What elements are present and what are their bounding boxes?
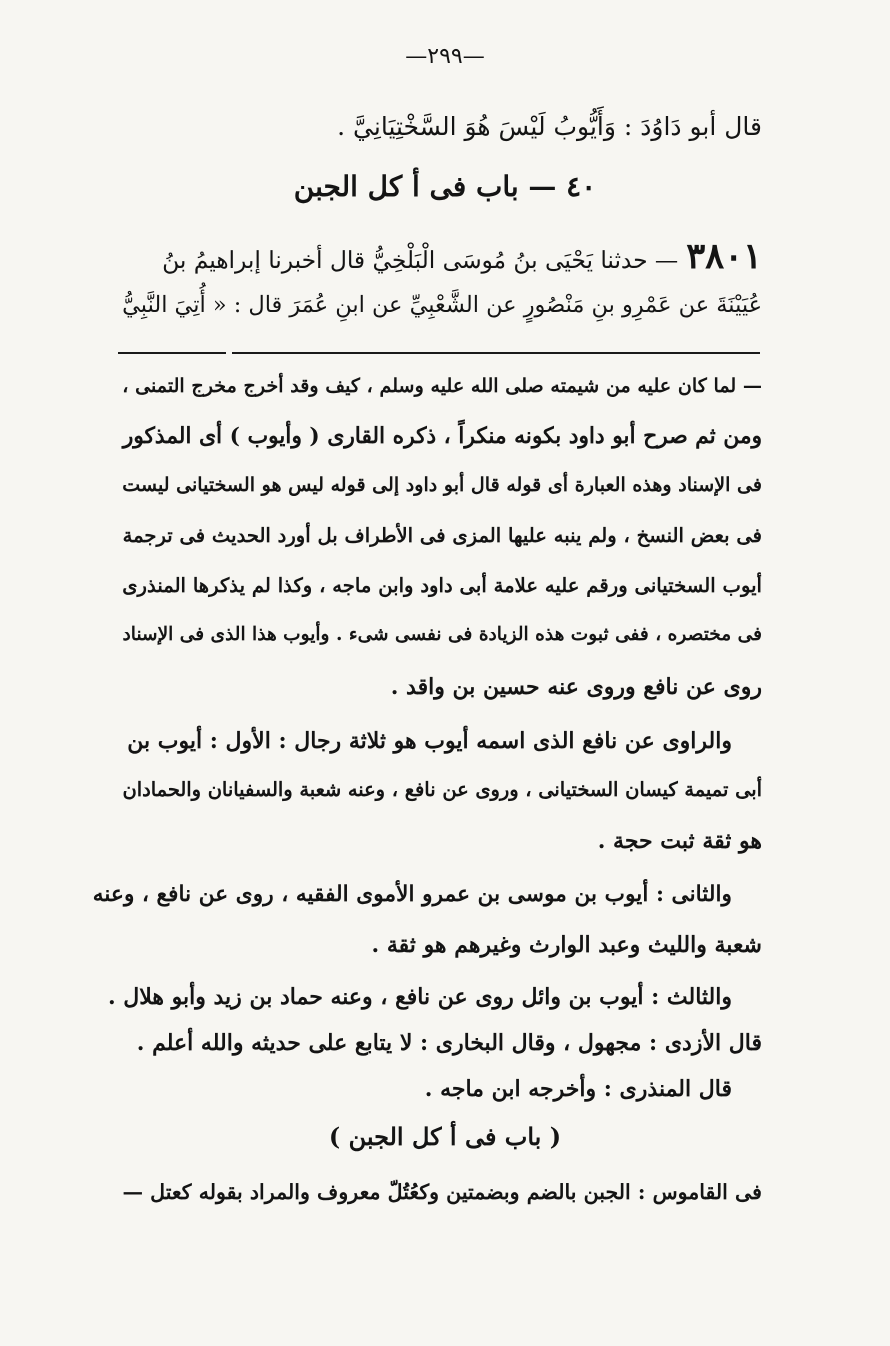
commentary-line-2: ومن ثم صرح أبو داود بكونه منكراً ، ذكره القارى ( وأيوب ) أى المذكور	[122, 424, 762, 449]
commentary-line-8: والراوى عن نافع الذى اسمه أيوب هو ثلاثة رجال : الأول : أيوب بن	[127, 728, 732, 754]
hadith-number: ٣٨٠١	[686, 236, 762, 277]
hadith-line-1	[162, 236, 762, 277]
divider-right	[232, 352, 760, 354]
commentary-line-5: أيوب السختيانى ورقم عليه علامة أبى داود وابن ماجه ، وكذا لم يذكرها المنذرى	[122, 574, 762, 597]
commentary-line-10: هو ثقة ثبت حجة .	[597, 828, 762, 854]
commentary-line-3: فى الإسناد وهذه العبارة أى قوله قال أبو داود إلى قوله ليس هو السختيانى ليست	[122, 474, 762, 496]
hadith-text-1: — حدثنا يَحْيَى بنُ مُوسَى الْبَلْخِيُّ قال أخبرنا إبراهيمُ بنُ	[162, 247, 679, 274]
commentary-line-4: فى بعض النسخ ، ولم ينبه عليها المزى فى الأطراف بل أورد الحديث فى ترجمة	[122, 524, 762, 547]
commentary-line-13: والثالث : أيوب بن وائل روى عن نافع ، وعنه حماد بن زيد وأبو هلال .	[107, 984, 732, 1010]
commentary-line-14: قال الأزدى : مجهول ، وقال البخارى : لا يتابع على حديثه والله أعلم .	[136, 1030, 762, 1056]
hadith-line-2: عُيَيْنَةَ عن عَمْرِو بنِ مَنْصُورٍ عن الشَّعْبِيِّ عن ابنِ عُمَرَ قال : « أُتِيَ النَّبِيُّ	[122, 292, 762, 318]
commentary-line-15: قال المنذرى : وأخرجه ابن ماجه .	[424, 1076, 732, 1102]
commentary-line-7: روى عن نافع وروى عنه حسين بن واقد .	[390, 674, 762, 700]
commentary-line-11: والثانى : أيوب بن موسى بن عمرو الأموى الفقيه ، روى عن نافع ، وعنه	[92, 882, 732, 907]
commentary-line-6: فى مختصره ، ففى ثبوت هذه الزيادة فى نفسى شىء . وأيوب هذا الذى فى الإسناد	[122, 624, 762, 645]
commentary-line-1: — لما كان عليه من شيمته صلى الله عليه وسلم ، كيف وقد أخرج مخرج التمنى ،	[122, 374, 762, 397]
sub-heading: ( باب فى أ كل الجبن )	[328, 1122, 562, 1151]
top-line: قال أبو دَاوُدَ : وَأَيُّوبُ لَيْسَ هُوَ السَّخْتِيَانِيَّ .	[337, 112, 762, 141]
page-number: —٢٩٩—	[405, 44, 485, 69]
last-line: فى القاموس : الجبن بالضم وبضمتين وكعُتُلّ معروف والمراد بقوله كعتل —	[122, 1180, 762, 1204]
commentary-line-12: شعبة والليث وعبد الوارث وغيرهم هو ثقة .	[371, 932, 762, 958]
chapter-title: ٤٠ — باب فى أ كل الجبن	[293, 170, 597, 203]
commentary-line-9: أبى تميمة كيسان السختيانى ، وروى عن نافع ، وعنه شعبة والسفيانان والحمادان	[122, 778, 762, 801]
divider-left	[118, 352, 226, 354]
